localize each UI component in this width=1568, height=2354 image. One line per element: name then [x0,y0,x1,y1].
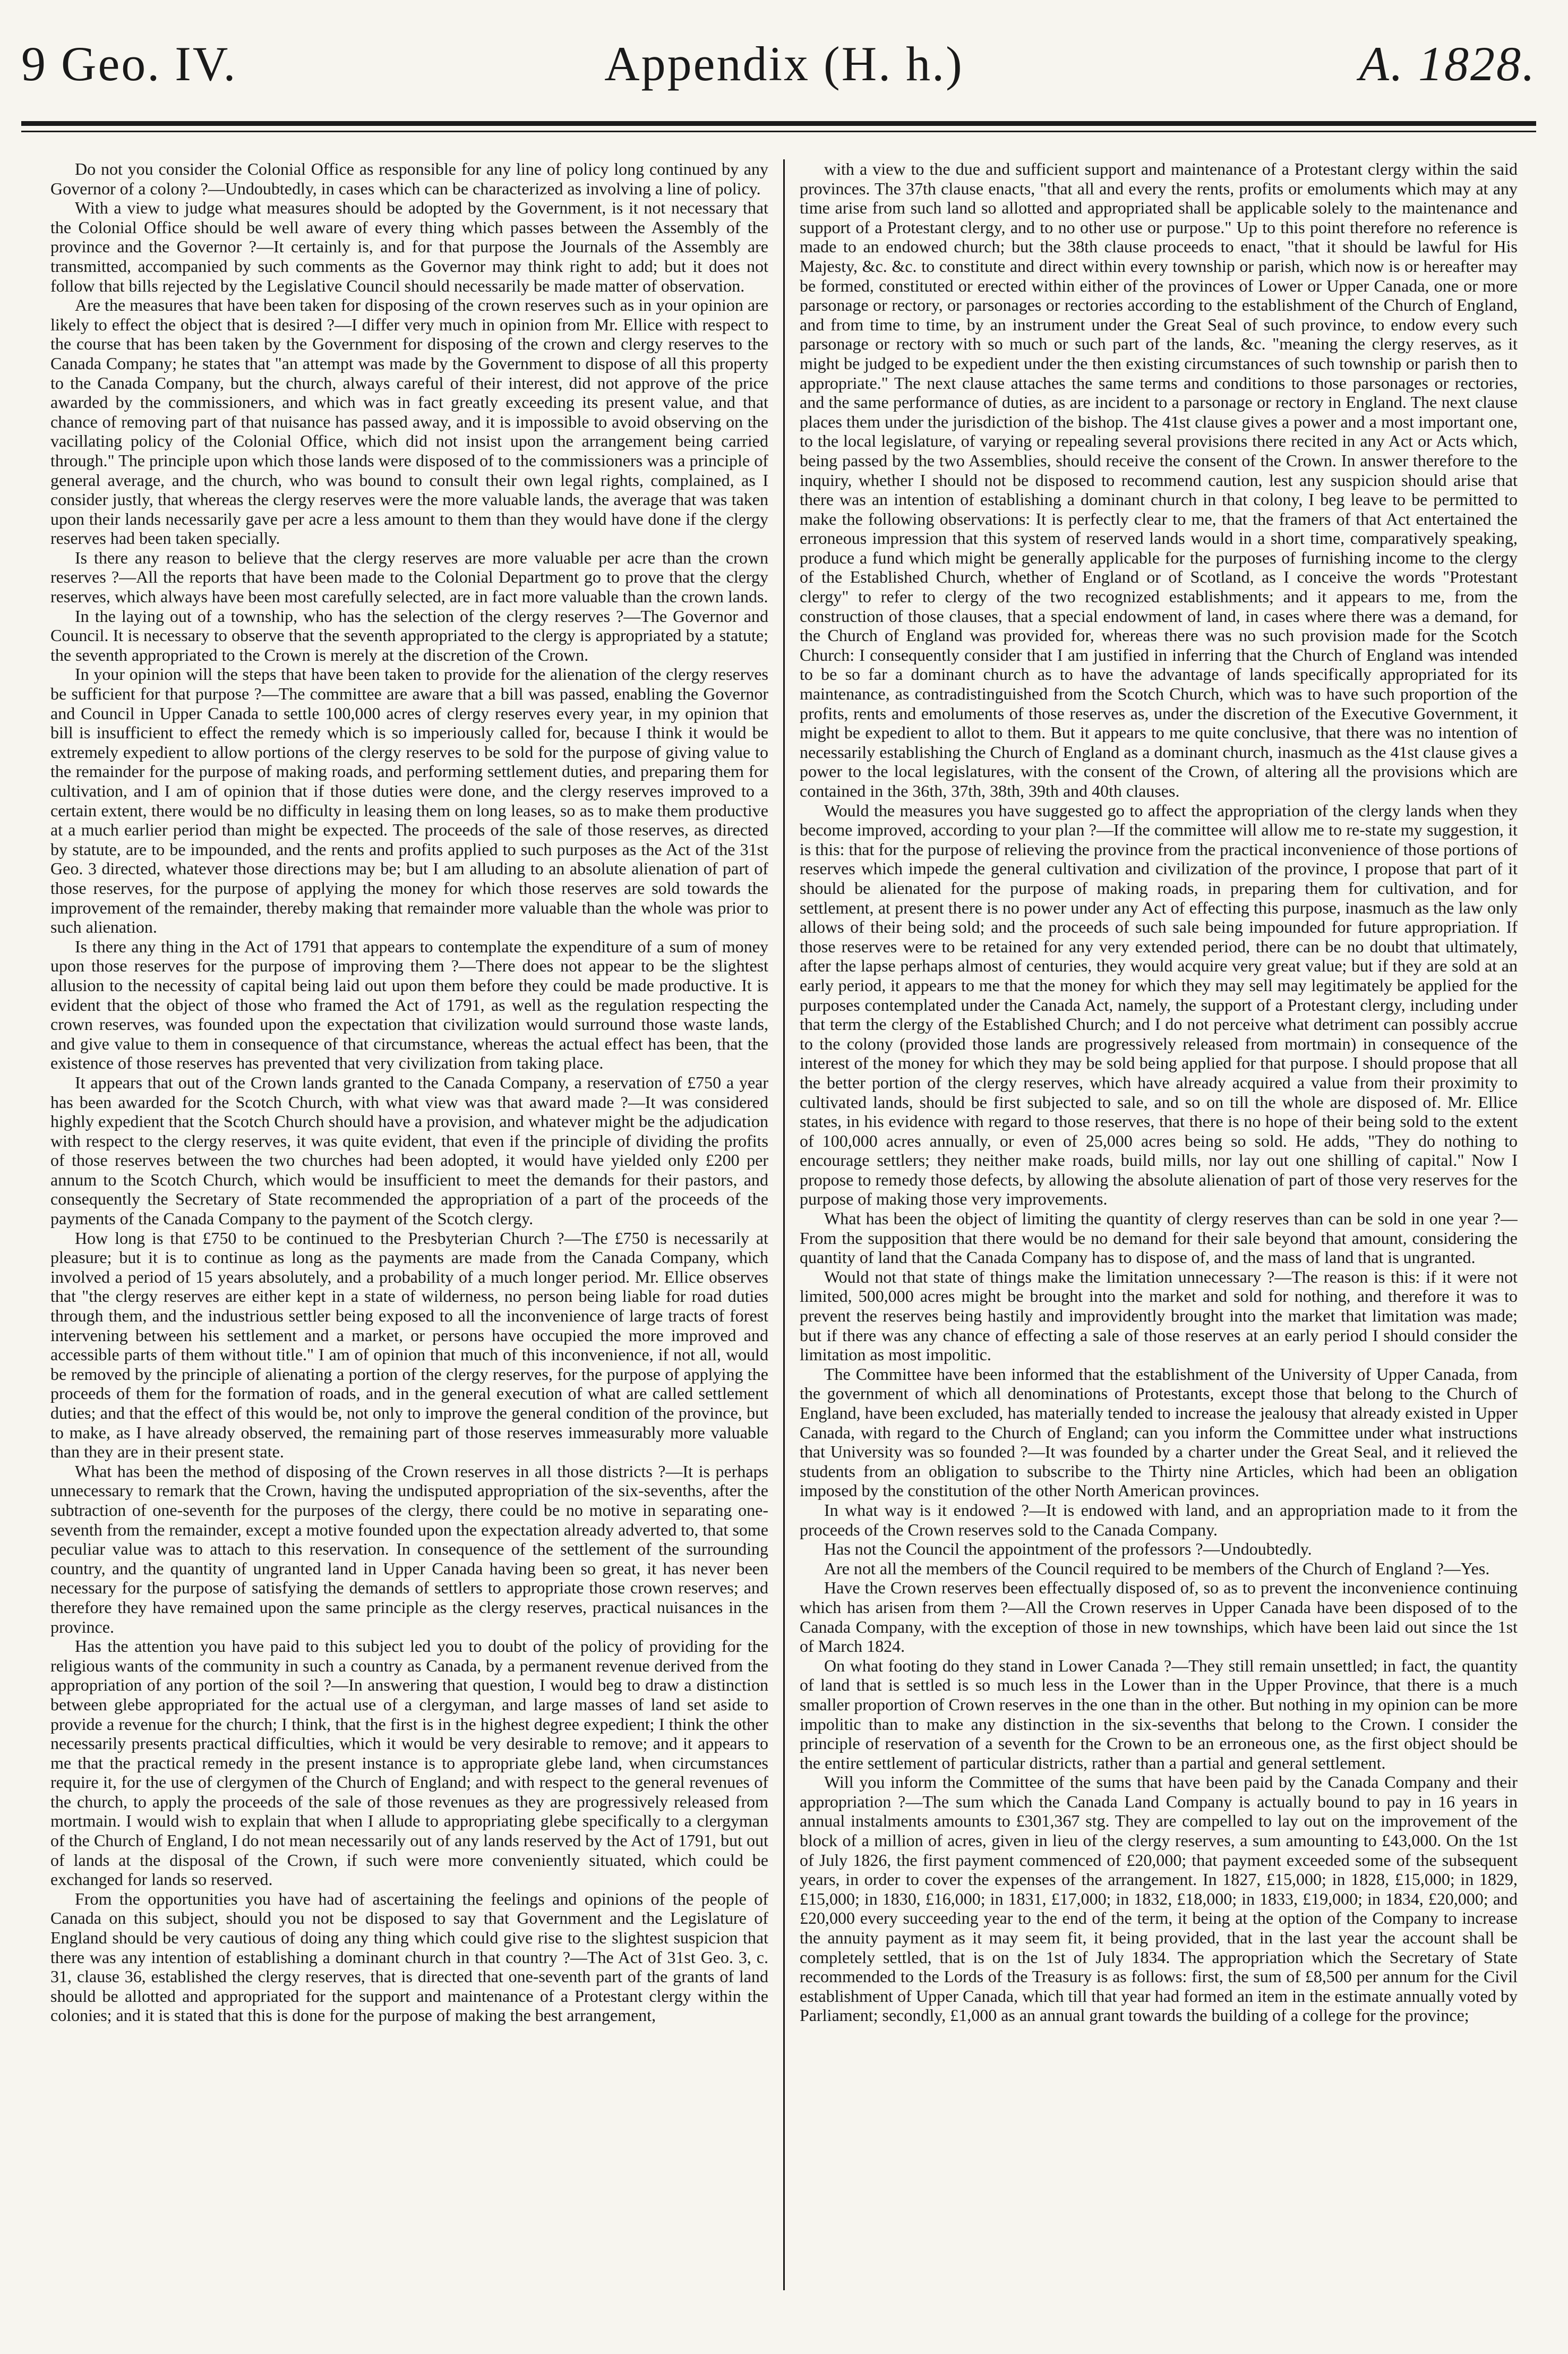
paragraph: What has been the method of disposing of the Crown reserves in all those districts ?—It is perhaps unnecessary to remark that the Crown, having the undisputed appropriation of the six-sevenths, after the subtraction of one-seventh for the purposes of the clergy, there could be no motive in separating one-seventh from the remainder, except a motive founded upon the expectation already adverted to, that some peculiar value was to attach to this reservation. In consequence of the settlement of the surrounding country, and the quantity of ungranted land in Upper Canada having been so great, it has never been necessary for the purpose of satisfying the demands of settlers to appropriate those crown reserves; and therefore they have remained upon the same principle as the clergy reserves, practical nuisances in the province. [50,1461,768,1636]
paragraph: In the laying out of a township, who has the selection of the clergy reserves ?—The Governor and Council. It is necessary to observe that the seventh appropriated to the clergy is appropriated by a statute; the seventh appropriated to the Crown is merely at the discretion of the Crown. [50,606,768,664]
paragraph: with a view to the due and sufficient support and maintenance of a Protestant clergy within the said provinces. The 37th clause enacts, "that all and every the rents, profits or emoluments which may at any time arise from such land so allotted and appropriated shall be applicable solely to the maintenance and support of a Protestant clergy, and to no other use or purpose." Up to this point therefore no reference is made to an endowed church; but the 38th clause proceeds to enact, "that it should be lawful for His Majesty, &c. &c. to constitute and direct within every township or parish, which now is or hereafter may be formed, constituted or erected within either of the provinces of Lower or Upper Canada, one or more parsonage or rectory, or parsonages or rectories according to the establishment of the Church of England, and from time to time, by an instrument under the Great Seal of such province, to endow every such parsonage or rectory with so much or such part of the lands, &c. "meaning the clergy reserves, as it might be judged to be expedient under the then existing circumstances of such township or parish then to appropriate." The next clause attaches the same terms and conditions to those parsonages or rectories, and the same performance of duties, as are incident to a parsonage or rectory in England. The next clause places them under the jurisdiction of the bishop. The 41st clause gives a power and a most important one, to the local legislature, of varying or repealing several provisions there recited in any Act or Acts which, being passed by the two Assemblies, should receive the consent of the Crown. In answer therefore to the inquiry, whether I should not be disposed to recommend caution, lest any suspicion should arise that there was an intention of establishing a dominant church in that colony, I beg leave to be permitted to make the following observations: It is perfectly clear to me, that the framers of that Act entertained the erroneous impression that this system of reserved lands would in a short time, comparatively speaking, produce a fund which might be generally applicable for the purposes of furnishing income to the clergy of the Established Church, whether of England or of Scotland, as I conceive the words "Protestant clergy" to refer to clergy of the two recognized establishments; and it appears to me, from the construction of those clauses, that a special endowment of land, in cases where there was a demand, for the Church of England was provided for, whereas there was no such provision made for the Scotch Church: I consequently consider that I am justified in inferring that the Church of England was intended to be so far a dominant church as to have the advantage of lands specifically appropriated for its maintenance, as contradistinguished from the Scotch Church, which was to have such proportion of the profits, rents and emoluments of those reserves as, under the discretion of the Executive Government, it might be expedient to allot to them. But it appears to me quite conclusive, that there was no intention of necessarily establishing the Church of England as a dominant church, inasmuch as the 41st clause gives a power to the local legislatures, with the consent of the Crown, of altering all the provisions which are contained in the 36th, 37th, 38th, 39th and 40th clauses. [800,159,1518,800]
paragraph: It appears that out of the Crown lands granted to the Canada Company, a reservation of £750 a year has been awarded for the Scotch Church, with what view was that award made ?—It was considered highly expedient that the Scotch Church should have a provision, and whatever might be the adjudication with respect to the clergy reserves, it was quite evident, that even if the principle of dividing the profits of those reserves between the two churches had been adopted, it would have yielded only £200 per annum to the Scotch Church, which would be insufficient to meet the demands for their pastors, and consequently the Secretary of State recommended the appropriation of a part of the proceeds of the payments of the Canada Company to the payment of the Scotch clergy. [50,1072,768,1229]
column-divider [783,159,785,2290]
right-column [800,159,1518,2290]
paragraph: Has the attention you have paid to this subject led you to doubt of the policy of providing for the religious wants of the community in such a country as Canada, by a permanent revenue derived from the appropriation of any portion of the soil ?—In answering that question, I would beg to draw a distinction between glebe appropriated for the actual use of a clergyman, and large masses of land set aside to provide a revenue for the church; I think, that the first is in the highest degree expedient; I think the other necessarily presents practical difficulties, which it would be very desirable to remove; and it appears to me that the practical remedy in the present instance is to appropriate glebe land, when circumstances require it, for the use of clergymen of the Church of England; and with respect to the general revenues of the church, to apply the proceeds of the sale of those revenues as they are progressively released from mortmain. I would wish to explain that when I allude to appropriating glebe specifically to a clergyman of the Church of England, I do not mean necessarily out of any lands reserved by the Act of 1791, but out of lands at the disposal of the Crown, if such were more conveniently situated, which could be exchanged for lands so reserved. [50,1636,768,1889]
paragraph: On what footing do they stand in Lower Canada ?—They still remain unsettled; in fact, the quantity of land that is settled is so much less in the Lower than in the Upper Province, that there is a much smaller proportion of Crown reserves in the one than in the other. But nothing in my opinion can be more impolitic than to make any distinction in the six-sevenths that belong to the Crown. I consider the principle of reservation of a seventh for the Crown to be an erroneous one, as the first object should be the entire settlement of particular districts, rather than a partial and general settlement. [800,1656,1518,1772]
paragraph: Is there any thing in the Act of 1791 that appears to contemplate the expenditure of a sum of money upon those reserves for the purpose of improving them ?—There does not appear to be the slightest allusion to the necessity of capital being laid out upon them before they could be made productive. It is evident that the object of those who framed the Act of 1791, as well as the regulation respecting the crown reserves, was founded upon the expectation that civilization would surround those waste lands, and give value to them in consequence of that circumstance, whereas the actual effect has been, that the existence of those reserves has prevented that very civilization from taking place. [50,936,768,1073]
header-regnal-year: 9 Geo. IV. [21,37,237,91]
text-columns [50,159,1518,2290]
header-appendix-title: Appendix (H. h.) [604,37,964,91]
paragraph: Would not that state of things make the limitation unnecessary ?—The reason is this: if it were not limited, 500,000 acres might be brought into the market and sold for nothing, and therefore it was to prevent the reserves being hastily and improvidently brought into the market that limitation was made; but if there was any chance of effecting a sale of those reserves at an early period I should consider the limitation as most impolitic. [800,1267,1518,1364]
paragraph: Have the Crown reserves been effectually disposed of, so as to prevent the inconvenience continuing which has arisen from them ?—All the Crown reserves in Upper Canada have been disposed of to the Canada Company, with the exception of those in new townships, which have been laid out since the 1st of March 1824. [800,1578,1518,1656]
paragraph: What has been the object of limiting the quantity of clergy reserves than can be sold in one year ?—From the supposition that there would be no demand for their sale beyond that amount, considering the quantity of land that the Canada Company has to dispose of, and the mass of land that is ungranted. [800,1209,1518,1267]
paragraph: With a view to judge what measures should be adopted by the Government, is it not necessary that the Colonial Office should be well aware of every thing which passes between the Assembly of the province and the Governor ?—It certainly is, and for that purpose the Journals of the Assembly are transmitted, accompanied by such comments as the Governor may think right to add; but it does not follow that bills rejected by the Legislative Council should necessarily be made matter of observation. [50,198,768,295]
paragraph: Would the measures you have suggested go to affect the appropriation of the clergy lands when they become improved, according to your plan ?—If the committee will allow me to re-state my suggestion, it is this: that for the purpose of relieving the province from the practical inconvenience of those portions of reserves which impede the general cultivation and civilization of the province, I propose that part of it should be alienated for the purpose of making roads, in preparing them for cultivation, and for settlement, at present there is no power under any Act of effecting this purpose, inasmuch as the law only allows of their being sold; and the proceeds of such sale being impounded for future appropriation. If those reserves were to be retained for any very extended period, there can be no doubt that ultimately, after the lapse perhaps almost of centuries, they would acquire very great value; but if they are sold at an early period, it appears to me that the money for which they may sell may legitimately be applied for the purposes contemplated under the Canada Act, namely, the support of a Protestant clergy, including under that term the clergy of the Established Church; and I do not perceive what detriment can possibly accrue to the colony (provided those lands are progressively released from mortmain) in consequence of the interest of the money for which they may be sold being applied for that purpose. I should propose that all the better portion of the clergy reserves, which have already acquired a value from their proximity to cultivated lands, should be first subjected to sale, and so on till the whole are disposed of. Mr. Ellice states, in his evidence with regard to those reserves, that there is no hope of their being sold to the extent of 100,000 acres annually, or even of 25,000 acres being so sold. He adds, "They do nothing to encourage settlers; they neither make roads, build mills, nor lay out one shilling of capital." Now I propose to remedy those defects, by allowing the absolute alienation of part of those very reserves for the purpose of making those very improvements. [800,800,1518,1209]
paragraph: How long is that £750 to be continued to the Presbyterian Church ?—The £750 is necessarily at pleasure; but it is to continue as long as the payments are made from the Canada Company, which involved a period of 15 years absolutely, and a probability of a much longer period. Mr. Ellice observes that "the clergy reserves are either kept in a state of wilderness, no person being liable for road duties through them, and the industrious settler being exposed to all the inconvenience of large tracts of forest intervening between his settlement and a market, or persons have occupied the more improved and accessible parts of them without title." I am of opinion that much of this inconvenience, if not all, would be removed by the principle of alienating a portion of the clergy reserves, for the purpose of applying the proceeds of them for the formation of roads, and in the general execution of what are called settlement duties; and that the effect of this would be, not only to improve the general condition of the province, but to make, as I have already observed, the remaining part of those reserves immeasurably more valuable than they are in their present state. [50,1228,768,1462]
paragraph: Do not you consider the Colonial Office as responsible for any line of policy long continued by any Governor of a colony ?—Undoubtedly, in cases which can be characterized as involving a line of policy. [50,159,768,198]
header-rule-thick [21,121,1536,126]
paragraph: Will you inform the Committee of the sums that have been paid by the Canada Company and their appropriation ?—The sum which the Canada Land Company is actually bound to pay in 16 years in annual instalments amounts to £301,367 stg. They are compelled to lay out on the improvement of the block of a million of acres, given in lieu of the clergy reserves, a sum amounting to £43,000. On the 1st of July 1826, the first payment commenced of £20,000; that payment exceeded some of the subsequent years, in order to cover the expenses of the arrangement. In 1827, £15,000; in 1828, £15,000; in 1829, £15,000; in 1830, £16,000; in 1831, £17,000; in 1832, £18,000; in 1833, £19,000; in 1834, £20,000; and £20,000 every succeeding year to the end of the term, it being at the option of the Company to increase the annuity payment as it may seem fit, it being provided, that in the last year the account shall be completely settled, that is on the 1st of July 1834. The appropriation which the Secretary of State recommended to the Lords of the Treasury is as follows: first, the sum of £8,500 per annum for the Civil establishment of Upper Canada, which till that year had formed an item in the estimate annually voted by Parliament; secondly, £1,000 as an annual grant towards the building of a college for the province; [800,1772,1518,2025]
header-year: A. 1828. [1359,37,1536,91]
paragraph: Is there any reason to believe that the clergy reserves are more valuable per acre than the crown reserves ?—All the reports that have been made to the Colonial Department go to prove that the clergy reserves, which always have been most carefully selected, are in fact more valuable than the crown lands. [50,548,768,607]
paragraph: The Committee have been informed that the establishment of the University of Upper Canada, from the government of which all denominations of Protestants, except those that belong to the Church of England, have been excluded, has materially tended to increase the jealousy that already existed in Upper Canada, with regard to the Church of England; can you inform the Committee under what instructions that University was so founded ?—It was founded by a charter under the Great Seal, and it relieved the students from an obligation to subscribe to the Thirty nine Articles, which had been an obligation imposed by the constitution of the other North American provinces. [800,1364,1518,1500]
paragraph: Are not all the members of the Council required to be members of the Church of England ?—Yes. [824,1558,1490,1578]
page-header [21,32,1547,112]
left-column [50,159,768,2290]
paragraph: Has not the Council the appointment of the professors ?—Undoubtedly. [824,1539,1312,1559]
header-rule-thin [21,131,1536,132]
paragraph: From the opportunities you have had of ascertaining the feelings and opinions of the people of Canada on this subject, should you not be disposed to say that Government and the Legislature of England should be very cautious of doing any thing which could give rise to the slightest suspicion that there was any intention of establishing a dominant church in that country ?—The Act of 31st Geo. 3, c. 31, clause 36, established the clergy reserves, that is directed that one-seventh part of the grants of land should be allotted and appropriated for the support and maintenance of a Protestant clergy within the colonies; and it is stated that this is done for the purpose of making the best arrangement, [50,1889,768,2025]
paragraph: In your opinion will the steps that have been taken to provide for the alienation of the clergy reserves be sufficient for that purpose ?—The committee are aware that a bill was passed, enabling the Governor and Council in Upper Canada to settle 100,000 acres of clergy reserves every year, in my opinion that bill is insufficient to effect the remedy which is so imperiously called for, because I think it would be extremely expedient to allow portions of the clergy reserves to be sold for the purpose of giving value to the remainder for the purpose of making roads, and performing settlement duties, and preparing them for cultivation, and I am of opinion that if those duties were done, and the clergy reserves improved to a certain extent, there would be no difficulty in leasing them on long leases, so as to make them productive at a much earlier period than might be expected. The proceeds of the sale of those reserves, as directed by statute, are to be impounded, and the rents and profits applied to such purposes as the Act of the 31st Geo. 3 directed, whatever those directions may be; but I am alluding to an absolute alienation of part of those reserves, for the purpose of applying the money for which those reserves are sold towards the improvement of the remainder, thereby making that remainder more valuable than the whole was prior to such alienation. [50,664,768,937]
paragraph: Are the measures that have been taken for disposing of the crown reserves such as in your opinion are likely to effect the object that is desired ?—I differ very much in opinion from Mr. Ellice with respect to the course that has been taken by the Government for disposing of the crown and clergy reserves to the Canada Company; he states that "an attempt was made by the Government to dispose of all this property to the Canada Company, but the church, always careful of their interest, did not approve of the price awarded by the commissioners, and which was in fact greatly exceeding its present value, and that chance of removing part of that nuisance has passed away, and it is impossible to avoid observing on the vacillating policy of the Colonial Office, which did not insist upon the arrangement being carried through." The principle upon which those lands were disposed of to the commissioners was a principle of general average, and the church, who was bound to consult their own legal rights, complained, as I consider justly, that whereas the clergy reserves were the more valuable lands, the average that was taken upon their lands necessarily gave per acre a less amount to them than they would have done if the clergy reserves had been taken specially. [50,295,768,548]
paragraph: In what way is it endowed ?—It is endowed with land, and an appropriation made to it from the proceeds of the Crown reserves sold to the Canada Company. [800,1500,1518,1539]
